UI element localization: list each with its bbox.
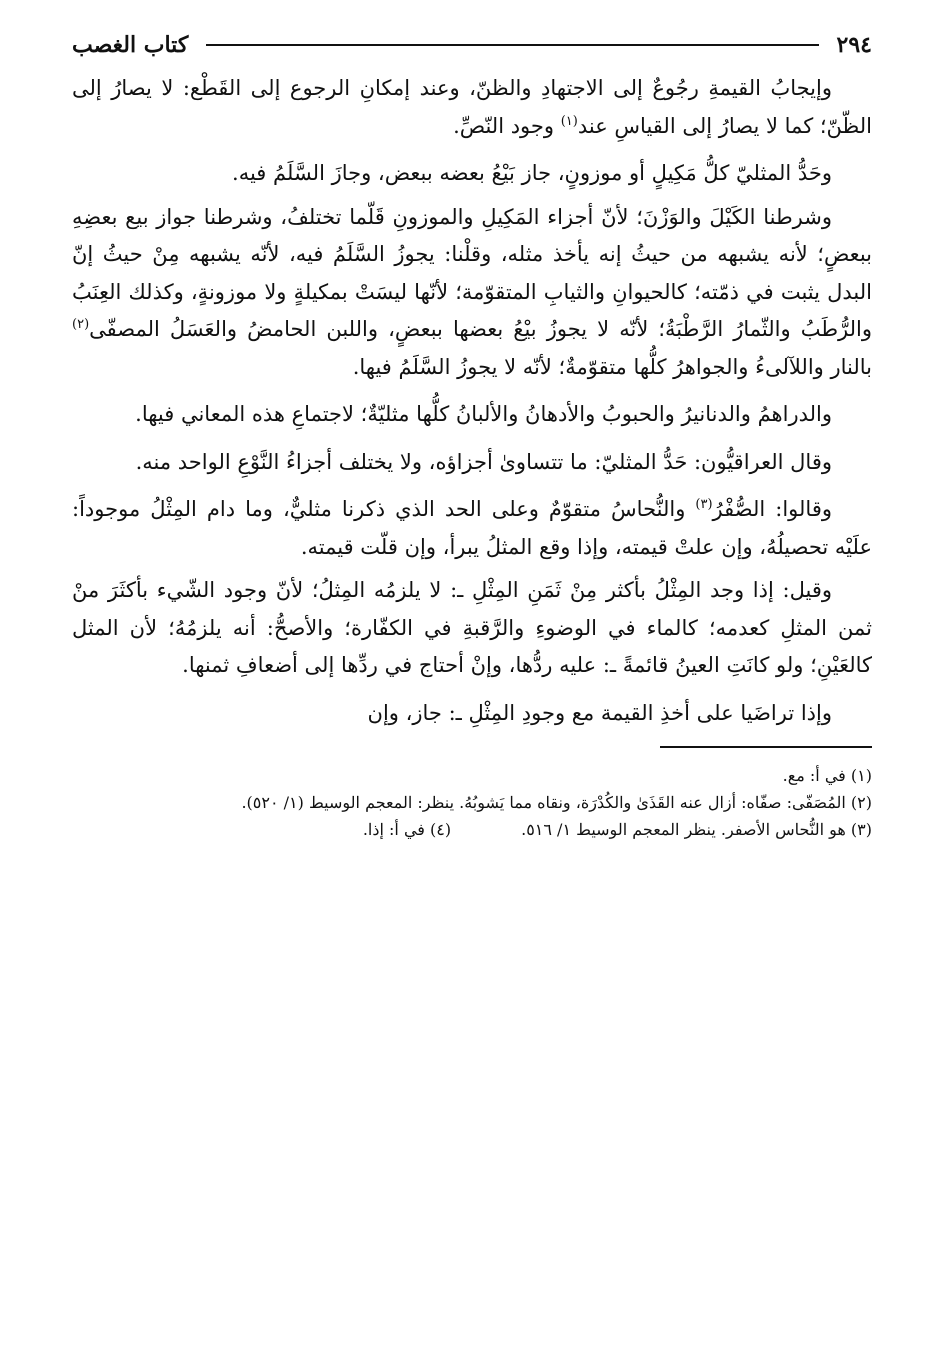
header-rule	[206, 44, 818, 46]
paragraph: وشرطنا الكَيْلَ والوَزْنَ؛ لأنّ أجزاء المَكِيلِ والموزونِ قَلّما تختلفُ، وشرطنا جواز بيع بعضِهِ ببعضٍ؛ لأنه يشبهه من حيثُ إنه يأخذ مثله، وقلْنا: يجوزُ السَّلَمُ فيه، لأنّه يشبهه مِنْ حيثُ إنّ البدل يثبت في ذمّته؛ كالحيوانِ والثيابِ المتقوّمة؛ لأنّها ليسَتْ بمكيلةٍ ولا موزونةٍ، وكذلك العِنَبُ والرُّطَبُ والثّمارُ الرَّطْبَةُ؛ لأنّه لا يجوزُ بيْعُ بعضها ببعضٍ، واللبن الحامضُ والعَسَلُ المصفّى$^{(٢)}$ بالنار واللآلىءُ والجواهرُ كلُّها متقوّمةٌ؛ لأنّه لا يجوزُ السَّلَمُ فيها.	[72, 204, 872, 379]
footnote-reference[interactable]: (٢)	[72, 317, 90, 332]
footnote-reference[interactable]: (١)	[560, 113, 578, 129]
running-head	[72, 28, 872, 62]
footnote-separator	[660, 746, 872, 748]
footnote-2: (٢) المُصَفّى: صفّاه: أزال عنه القَذَىٰ والكُدْرَة، ونقاه مما يَشوبُهُ. ينظر: المعجم الوسيط (١/ ٥٢٠).	[241, 793, 872, 812]
paragraph: وقال العراقيُّون: حَدُّ المثليّ: ما تتساوىٰ أجزاؤه، ولا يختلف أجزاءُ النَّوْعِ الواحد منه.	[135, 449, 832, 474]
footnote-3: (٣) هو النُّحاس الأصفر. ينظر المعجم الوسيط ١/ ٥١٦.	[521, 820, 872, 839]
paragraph: وقالوا: الصُّفْرُ$^{(٣)}$ والنُّحاسُ متقوّمٌ وعلى الحد الذي ذكرنا مثليٌّ، وما دام المِثْلُ موجوداً: علَيْه تحصيلُهُ، وإن علتْ قيمته، وإذا وقع المثلُ يبرأ، وإن قلّت قيمته.	[72, 497, 872, 559]
page-number: ٢٩٤	[836, 32, 872, 58]
footnotes	[72, 762, 872, 843]
paragraph: والدراهمُ والدنانيرُ والحبوبُ والأدهانُ والألبانُ كلُّها مثليّةٌ؛ لاجتماعِ هذه المعاني فيها.	[135, 402, 832, 426]
footnote-row	[72, 816, 872, 843]
footnote-reference[interactable]: (٣)	[695, 497, 713, 512]
book-title: كتاب الغصب	[72, 32, 189, 58]
footnote-1: (١) في أ: مع.	[782, 766, 872, 785]
paragraph: وإذا تراضَيا على أخذِ القيمة مع وجودِ المِثْلِ ـ: جاز، وإن	[367, 700, 832, 725]
paragraph: وقيل: إذا وجد المِثْلُ بأكثر مِنْ ثَمَنِ المِثْلِ ـ: لا يلزمُه المِثلُ؛ لأنّ وجود الشّيء بأكثَرَ منْ ثمن المثلِ كعدمه؛ كالماء في الوضوءِ والرَّقبةِ في الكفّارة؛ والأصحُّ: أنه يلزمُهُ؛ لأن المثل كالعَيْنِ؛ ولو كانَتِ العينُ قائمةً ـ: عليه ردُّها، وإنْ أحتاج في ردِّها إلى أضعافِ ثمنها.	[72, 578, 872, 677]
paragraph: وحَدُّ المثليّ كلُّ مَكِيلٍ أو موزونٍ، جاز بَيْعُ بعضه ببعض، وجازَ السَّلَمُ فيه.	[232, 161, 832, 185]
footnote-4: (٤) في أ: إذا.	[362, 820, 452, 839]
body-text	[72, 70, 872, 732]
paragraph: وإيجابُ القيمةِ رجُوعٌ إلى الاجتهادِ والظنّ، وعند إمكانِ الرجوع إلى القَطْع: لا يصارُ إلى الظّنّ؛ كما لا يصارُ إلى القياسِ عند$^{(١)}$ وجود النّصِّ.	[72, 76, 872, 138]
